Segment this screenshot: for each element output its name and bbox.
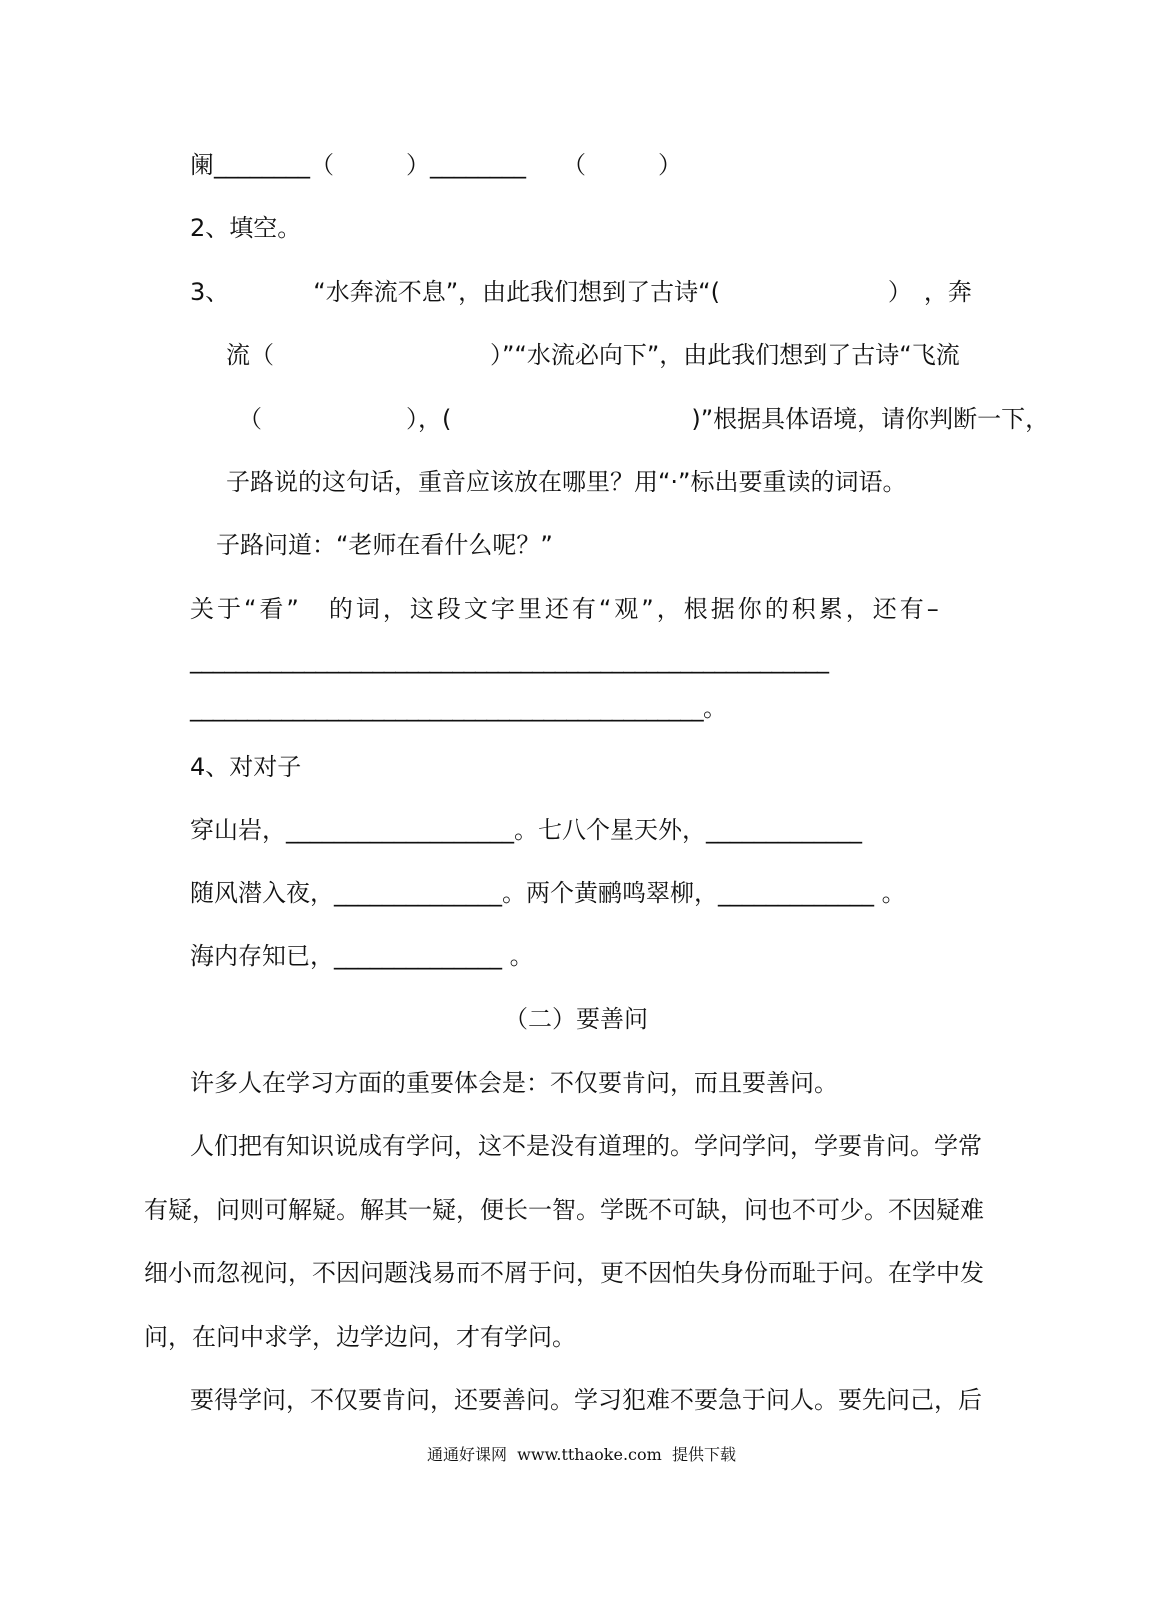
passage-line-2: 人们把有知识说成有学问，这不是没有道理的。学问学问，学要肯问。学常 xyxy=(190,1132,982,1160)
kan-words-line: 关于“看” 的词，这段文字里还有“观”，根据你的积累，还有– xyxy=(190,595,942,623)
passage-line-5: 问，在问中求学，边学边问，才有学问。 xyxy=(144,1323,576,1351)
blank-line-1: 阑________（ ）________ （ ） xyxy=(190,151,682,179)
question-3-line-3: （ ），( )”根据具体语境，请你判断一下， xyxy=(238,405,1050,433)
quote-line: 子路问道：“老师在看什么呢？” xyxy=(216,531,553,559)
couplet-line-3: 海内存知已，______________ 。 xyxy=(190,942,534,970)
couplet-line-2: 随风潜入夜，______________。两个黄鹂鸣翠柳，_____________ 。 xyxy=(190,879,906,907)
question-3-line-2: 流（ ）”“水流必向下”，由此我们想到了古诗“飞流 xyxy=(226,341,960,369)
question-3-line-4: 子路说的这句话，重音应该放在哪里？用“·”标出要重读的词语。 xyxy=(226,468,907,496)
passage-line-1: 许多人在学习方面的重要体会是：不仅要肯问，而且要善问。 xyxy=(190,1069,838,1097)
question-4-heading: 4、对对子 xyxy=(190,753,302,781)
passage-line-4: 细小而忽视问，不因问题浅易而不屑于问，更不因怕失身份而耻于问。在学中发 xyxy=(144,1259,984,1287)
section-title: （二）要善问 xyxy=(504,1005,648,1033)
footer-watermark: 通通好课网 www.tthaoke.com 提供下载 xyxy=(427,1445,736,1464)
answer-blank-end: _____________________________________________。 xyxy=(190,694,727,722)
passage-line-3: 有疑，问则可解疑。解其一疑，便长一智。学既不可缺，问也不可少。不因疑难 xyxy=(144,1196,984,1224)
passage-line-6: 要得学问，不仅要肯问，还要善问。学习犯难不要急于问人。要先问己，后 xyxy=(190,1386,982,1414)
answer-blank-long: ________________________________________________________ xyxy=(190,646,829,674)
couplet-line-1: 穿山岩，___________________。七八个星天外，_____________ xyxy=(190,816,862,844)
question-2-heading: 2、填空。 xyxy=(190,214,302,242)
question-3-line-1: 3、 “水奔流不息”，由此我们想到了古诗“( ） ，奔 xyxy=(190,278,972,306)
